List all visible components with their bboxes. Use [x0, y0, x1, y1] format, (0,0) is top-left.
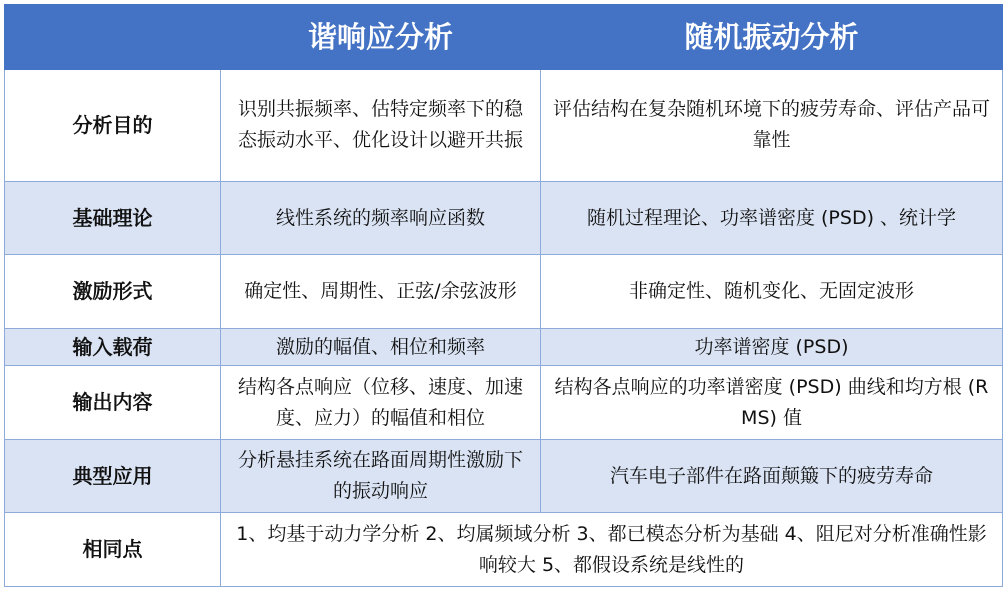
row-label-purpose: 分析目的 [5, 70, 221, 182]
table-row [5, 328, 1003, 365]
header-row [5, 5, 1003, 70]
row-label-output: 输出内容 [5, 366, 221, 440]
cell-harmonic-excitation: 确定性、周期性、正弦/余弦波形 [221, 255, 541, 329]
cell-random-theory: 随机过程理论、功率谱密度 (PSD) 、统计学 [541, 181, 1003, 255]
cell-harmonic-theory: 线性系统的频率响应函数 [221, 181, 541, 255]
row-label-input-load: 输入载荷 [5, 328, 221, 365]
cell-random-purpose: 评估结构在复杂随机环境下的疲劳寿命、评估产品可靠性 [541, 70, 1003, 182]
header-harmonic-analysis: 谐响应分析 [221, 5, 541, 70]
header-random-vibration-analysis: 随机振动分析 [541, 5, 1003, 70]
cell-harmonic-input-load: 激励的幅值、相位和频率 [221, 328, 541, 365]
comparison-table-container [4, 4, 1002, 587]
table-header [5, 5, 1003, 70]
cell-random-application: 汽车电子部件在路面颠簸下的疲劳寿命 [541, 439, 1003, 513]
header-corner-cell [5, 5, 221, 70]
row-label-common: 相同点 [5, 513, 221, 587]
table-row [5, 513, 1003, 587]
table-row [5, 70, 1003, 182]
table-body [5, 70, 1003, 587]
cell-common-points: 1、均基于动力学分析 2、均属频域分析 3、都已模态分析为基础 4、阻尼对分析准确性影响较大 5、都假设系统是线性的 [221, 513, 1003, 587]
table-row [5, 439, 1003, 513]
cell-random-excitation: 非确定性、随机变化、无固定波形 [541, 255, 1003, 329]
cell-harmonic-application: 分析悬挂系统在路面周期性激励下的振动响应 [221, 439, 541, 513]
cell-harmonic-output: 结构各点响应（位移、速度、加速度、应力）的幅值和相位 [221, 366, 541, 440]
cell-random-output: 结构各点响应的功率谱密度 (PSD) 曲线和均方根 (RMS) 值 [541, 366, 1003, 440]
table-row [5, 255, 1003, 329]
comparison-table [4, 4, 1003, 587]
row-label-excitation: 激励形式 [5, 255, 221, 329]
row-label-theory: 基础理论 [5, 181, 221, 255]
cell-harmonic-purpose: 识别共振频率、估特定频率下的稳态振动水平、优化设计以避开共振 [221, 70, 541, 182]
row-label-application: 典型应用 [5, 439, 221, 513]
table-row [5, 366, 1003, 440]
table-row [5, 181, 1003, 255]
cell-random-input-load: 功率谱密度 (PSD) [541, 328, 1003, 365]
